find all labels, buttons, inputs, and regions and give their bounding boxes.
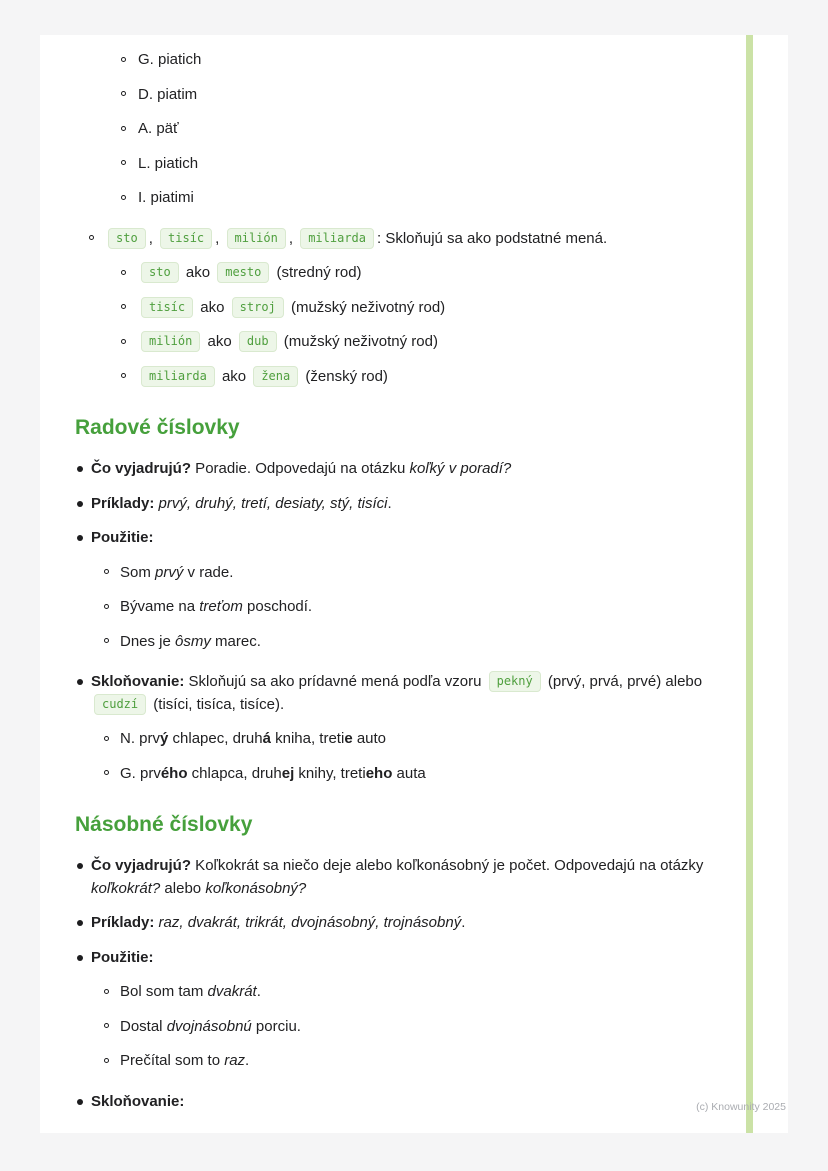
list-item-text: milión ako dub (mužský neživotný rod)	[138, 331, 708, 354]
disc-bullet-icon	[77, 466, 83, 472]
section-heading-multiplicative: Násobné číslovky	[75, 813, 253, 836]
list-item-text: Skloňovanie:	[91, 1092, 185, 1110]
list-item	[75, 49, 708, 72]
list-item-text: sto ako mesto (stredný rod)	[138, 262, 708, 285]
circle-bullet-icon	[121, 373, 126, 378]
list-item-text: A. päť	[138, 120, 179, 137]
list-item-text: Som prvý v rade.	[120, 563, 234, 581]
circle-bullet-icon	[104, 569, 109, 574]
list-item-text: N. prvý chlapec, druhá kniha, tretie auto	[120, 730, 387, 747]
list-item-text: L. piatich	[138, 154, 199, 172]
list-item	[75, 458, 708, 481]
list-item-text: I. piatimi	[138, 189, 194, 206]
list-item-text: Bývame na treťom poschodí.	[120, 598, 313, 615]
circle-bullet-icon	[104, 638, 109, 643]
list-item-text: miliarda ako žena (ženský rod)	[138, 366, 708, 389]
list-item	[75, 331, 708, 354]
list-item-text: Dostal dvojnásobnú porciu.	[120, 1017, 301, 1035]
list-item	[75, 562, 708, 585]
document-card	[40, 35, 788, 1133]
list-item	[75, 493, 708, 516]
disc-bullet-icon	[77, 920, 83, 926]
circle-bullet-icon	[104, 989, 109, 994]
list-item	[75, 187, 708, 210]
list-item	[75, 728, 708, 751]
disc-bullet-icon	[77, 863, 83, 869]
circle-bullet-icon	[121, 304, 126, 309]
list-item	[75, 981, 708, 1004]
circle-bullet-icon	[104, 1058, 109, 1063]
list-item	[75, 596, 708, 619]
circle-bullet-icon	[104, 770, 109, 775]
list-item	[75, 1016, 708, 1039]
list-item	[75, 228, 708, 251]
vertical-accent-bar	[746, 35, 753, 1133]
list-item-text: D. piatim	[138, 85, 198, 103]
list-item-text: Príklady: raz, dvakrát, trikrát, dvojnásobný, trojnásobný.	[91, 914, 466, 931]
disc-bullet-icon	[77, 679, 83, 685]
circle-bullet-icon	[104, 1023, 109, 1028]
list-item-text: Použitie:	[91, 948, 154, 966]
copyright-watermark: (c) Knowunity 2025	[696, 1101, 786, 1113]
list-item-text: Použitie:	[91, 529, 154, 546]
circle-bullet-icon	[121, 91, 126, 96]
list-item	[75, 631, 708, 654]
list-item	[75, 366, 708, 389]
list-item-text: Bol som tam dvakrát.	[120, 983, 261, 1000]
list-item	[75, 84, 708, 107]
list-item	[75, 262, 708, 285]
section-cardinal-declension-continued	[75, 49, 708, 388]
list-item	[75, 947, 708, 970]
circle-bullet-icon	[121, 57, 126, 62]
section-multiplicative-numerals	[75, 813, 708, 1113]
list-item-text: sto , tisíc , milión , miliarda : Skloňujú sa ako podstatné mená.	[105, 228, 708, 251]
disc-bullet-icon	[77, 535, 83, 541]
section-ordinal-numerals	[75, 416, 708, 785]
circle-bullet-icon	[121, 195, 126, 200]
list-item-text: tisíc ako stroj (mužský neživotný rod)	[138, 297, 708, 320]
document-content	[40, 35, 788, 1165]
list-item-text: G. prvého chlapca, druhej knihy, tretieho auta	[120, 764, 426, 782]
list-item-text: Čo vyjadrujú? Koľkokrát sa niečo deje alebo koľkonásobný je počet. Odpovedajú na otázky koľkokrát? alebo koľkonásobný?	[91, 857, 704, 897]
section-heading-ordinal: Radové číslovky	[75, 416, 240, 439]
disc-bullet-icon	[77, 1099, 83, 1105]
list-item	[75, 297, 708, 320]
circle-bullet-icon	[89, 235, 94, 240]
circle-bullet-icon	[121, 339, 126, 344]
list-item-text: Skloňovanie: Skloňujú sa ako prídavné mená podľa vzoru pekný (prvý, prvá, prvé) alebo cudzí (tisíci, tisíca, tisíce).	[91, 673, 703, 713]
disc-bullet-icon	[77, 955, 83, 961]
list-item-text: Dnes je ôsmy marec.	[120, 632, 261, 650]
list-item	[75, 153, 708, 176]
list-item	[75, 1091, 708, 1114]
list-item	[75, 527, 708, 550]
list-item-text: Príklady: prvý, druhý, tretí, desiaty, stý, tisíci.	[91, 494, 392, 512]
disc-bullet-icon	[77, 501, 83, 507]
list-item	[75, 855, 708, 900]
list-item	[75, 118, 708, 141]
list-item	[75, 1050, 708, 1073]
circle-bullet-icon	[121, 270, 126, 275]
circle-bullet-icon	[104, 736, 109, 741]
list-item	[75, 912, 708, 935]
list-item-text: G. piatich	[138, 51, 202, 68]
circle-bullet-icon	[121, 160, 126, 165]
circle-bullet-icon	[121, 126, 126, 131]
list-item	[75, 763, 708, 786]
circle-bullet-icon	[104, 604, 109, 609]
list-item-text: Prečítal som to raz.	[120, 1052, 250, 1069]
list-item	[75, 671, 708, 716]
list-item-text: Čo vyjadrujú? Poradie. Odpovedajú na otázku koľký v poradí?	[91, 460, 512, 477]
